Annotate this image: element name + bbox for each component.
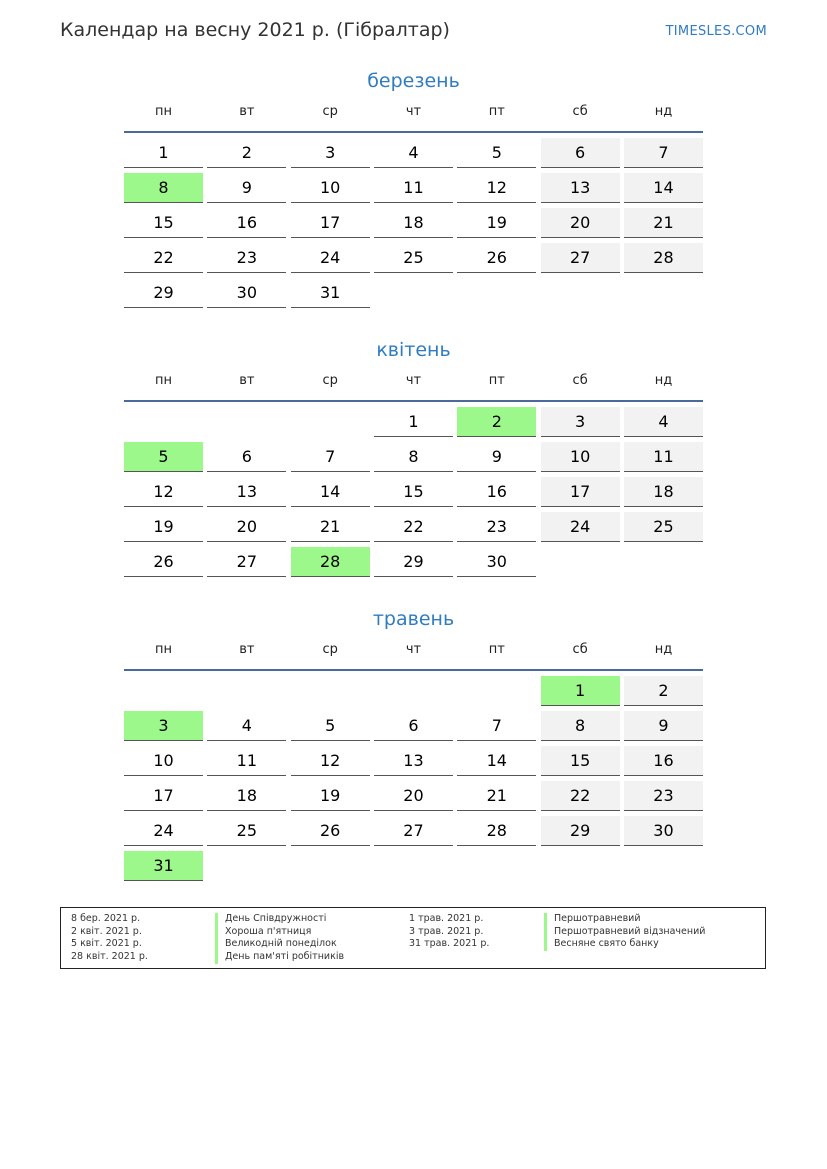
- day-cell: 23: [207, 243, 286, 273]
- day-cell: 6: [374, 711, 453, 741]
- legend-date: 8 бер. 2021 р.: [71, 913, 141, 924]
- month-name: березень: [367, 70, 460, 92]
- day-cell: 27: [374, 816, 453, 846]
- day-cell: 8: [374, 442, 453, 472]
- day-cell: 16: [207, 208, 286, 238]
- day-cell: 26: [457, 243, 536, 273]
- day-cell: 20: [541, 208, 620, 238]
- month-block: [124, 68, 703, 308]
- day-cell: 13: [374, 746, 453, 776]
- empty-cell: [124, 407, 203, 437]
- day-cell: 31: [291, 278, 370, 308]
- legend-holiday-name: Великодній понеділок: [215, 938, 344, 951]
- day-cell: 30: [457, 547, 536, 577]
- day-grid: [124, 138, 703, 308]
- legend-holiday-name: Весняне свято банку: [544, 938, 705, 951]
- weekday-label: сб: [572, 104, 588, 119]
- legend-date: 2 квіт. 2021 р.: [71, 925, 142, 937]
- month-name: травень: [372, 608, 455, 630]
- day-cell: 12: [124, 477, 203, 507]
- day-cell: 14: [457, 746, 536, 776]
- month-block: [124, 606, 703, 881]
- day-cell: 9: [624, 711, 703, 741]
- legend-date: 28 квіт. 2021 р.: [71, 951, 148, 963]
- empty-cell: [374, 676, 453, 706]
- weekday-label: нд: [654, 642, 673, 657]
- legend-holiday-name: Першотравневий відзначений: [544, 926, 705, 939]
- day-cell: 17: [291, 208, 370, 238]
- day-grid: [124, 676, 703, 881]
- weekday-label: вт: [239, 104, 255, 119]
- day-cell: 24: [541, 512, 620, 542]
- day-cell: 13: [207, 477, 286, 507]
- day-cell: 27: [207, 547, 286, 577]
- day-cell: 15: [374, 477, 453, 507]
- page-title: Календар на весну 2021 р. (Гібралтар): [60, 19, 450, 41]
- legend-holiday-name: Хороша п'ятниця: [215, 926, 344, 939]
- legend-date: 31 трав. 2021 р.: [409, 938, 490, 950]
- day-cell: 17: [541, 477, 620, 507]
- weekday-label: нд: [654, 104, 673, 119]
- legend-right-names: [544, 913, 705, 951]
- weekday-label: чт: [405, 373, 422, 388]
- day-cell: 23: [457, 512, 536, 542]
- holiday-legend: [60, 907, 766, 969]
- day-cell: 10: [124, 746, 203, 776]
- day-cell: 30: [207, 278, 286, 308]
- legend-date: 3 трав. 2021 р.: [409, 925, 484, 937]
- holiday-day-cell: 31: [124, 851, 203, 881]
- day-cell: 11: [374, 173, 453, 203]
- site-link[interactable]: TIMESLES.COM: [665, 24, 767, 39]
- day-cell: 23: [624, 781, 703, 811]
- day-cell: 22: [374, 512, 453, 542]
- day-cell: 3: [541, 407, 620, 437]
- weekday-header: [124, 102, 703, 133]
- empty-cell: [291, 407, 370, 437]
- day-cell: 14: [291, 477, 370, 507]
- day-cell: 10: [291, 173, 370, 203]
- legend-holiday-name: День пам'яті робітників: [215, 951, 344, 964]
- day-grid: [124, 407, 703, 577]
- day-cell: 25: [624, 512, 703, 542]
- day-cell: 11: [207, 746, 286, 776]
- weekday-label: ср: [322, 642, 338, 657]
- day-cell: 26: [291, 816, 370, 846]
- holiday-day-cell: 1: [541, 676, 620, 706]
- weekday-label: чт: [405, 104, 422, 119]
- day-cell: 3: [291, 138, 370, 168]
- day-cell: 9: [457, 442, 536, 472]
- day-cell: 11: [624, 442, 703, 472]
- weekday-label: ср: [322, 104, 338, 119]
- holiday-day-cell: 3: [124, 711, 203, 741]
- day-cell: 18: [374, 208, 453, 238]
- weekday-label: вт: [239, 642, 255, 657]
- weekday-label: пт: [488, 104, 505, 119]
- empty-cell: [207, 407, 286, 437]
- day-cell: 29: [374, 547, 453, 577]
- day-cell: 18: [624, 477, 703, 507]
- day-cell: 5: [457, 138, 536, 168]
- day-cell: 4: [207, 711, 286, 741]
- empty-cell: [291, 676, 370, 706]
- day-cell: 30: [624, 816, 703, 846]
- day-cell: 22: [124, 243, 203, 273]
- legend-date: 5 квіт. 2021 р.: [71, 938, 142, 950]
- weekday-label: чт: [405, 642, 422, 657]
- day-cell: 8: [541, 711, 620, 741]
- day-cell: 9: [207, 173, 286, 203]
- day-cell: 19: [457, 208, 536, 238]
- weekday-label: сб: [572, 373, 588, 388]
- day-cell: 28: [457, 816, 536, 846]
- day-cell: 19: [124, 512, 203, 542]
- day-cell: 6: [207, 442, 286, 472]
- weekday-label: вт: [239, 373, 255, 388]
- day-cell: 15: [124, 208, 203, 238]
- day-cell: 20: [374, 781, 453, 811]
- empty-cell: [124, 676, 203, 706]
- day-cell: 27: [541, 243, 620, 273]
- holiday-day-cell: 5: [124, 442, 203, 472]
- weekday-label: пн: [155, 642, 172, 657]
- holiday-day-cell: 28: [291, 547, 370, 577]
- day-cell: 12: [291, 746, 370, 776]
- legend-right-dates: [409, 913, 489, 951]
- day-cell: 25: [207, 816, 286, 846]
- day-cell: 15: [541, 746, 620, 776]
- weekday-label: пн: [155, 373, 172, 388]
- weekday-label: пт: [488, 373, 505, 388]
- legend-left-dates: [71, 913, 148, 964]
- legend-date: 1 трав. 2021 р.: [409, 913, 484, 924]
- day-cell: 20: [207, 512, 286, 542]
- day-cell: 16: [457, 477, 536, 507]
- day-cell: 21: [457, 781, 536, 811]
- day-cell: 25: [374, 243, 453, 273]
- weekday-label: сб: [572, 642, 588, 657]
- empty-cell: [207, 676, 286, 706]
- day-cell: 19: [291, 781, 370, 811]
- day-cell: 14: [624, 173, 703, 203]
- month-block: [124, 337, 703, 577]
- day-cell: 28: [624, 243, 703, 273]
- day-cell: 10: [541, 442, 620, 472]
- day-cell: 1: [374, 407, 453, 437]
- day-cell: 4: [374, 138, 453, 168]
- day-cell: 22: [541, 781, 620, 811]
- day-cell: 2: [624, 676, 703, 706]
- day-cell: 18: [207, 781, 286, 811]
- day-cell: 2: [207, 138, 286, 168]
- day-cell: 29: [541, 816, 620, 846]
- day-cell: 6: [541, 138, 620, 168]
- day-cell: 13: [541, 173, 620, 203]
- weekday-label: нд: [654, 373, 673, 388]
- day-cell: 16: [624, 746, 703, 776]
- day-cell: 24: [291, 243, 370, 273]
- day-cell: 12: [457, 173, 536, 203]
- weekday-header: [124, 640, 703, 671]
- day-cell: 7: [291, 442, 370, 472]
- day-cell: 21: [291, 512, 370, 542]
- day-cell: 7: [624, 138, 703, 168]
- day-cell: 1: [124, 138, 203, 168]
- day-cell: 29: [124, 278, 203, 308]
- holiday-day-cell: 2: [457, 407, 536, 437]
- empty-cell: [457, 676, 536, 706]
- day-cell: 4: [624, 407, 703, 437]
- day-cell: 24: [124, 816, 203, 846]
- weekday-header: [124, 371, 703, 402]
- day-cell: 21: [624, 208, 703, 238]
- weekday-label: ср: [322, 373, 338, 388]
- legend-holiday-name: День Співдружності: [215, 913, 344, 926]
- weekday-label: пн: [155, 104, 172, 119]
- day-cell: 5: [291, 711, 370, 741]
- legend-holiday-name: Першотравневий: [544, 913, 705, 926]
- month-name: квітень: [376, 339, 451, 361]
- weekday-label: пт: [488, 642, 505, 657]
- day-cell: 17: [124, 781, 203, 811]
- legend-left-names: [215, 913, 344, 964]
- holiday-day-cell: 8: [124, 173, 203, 203]
- day-cell: 7: [457, 711, 536, 741]
- day-cell: 26: [124, 547, 203, 577]
